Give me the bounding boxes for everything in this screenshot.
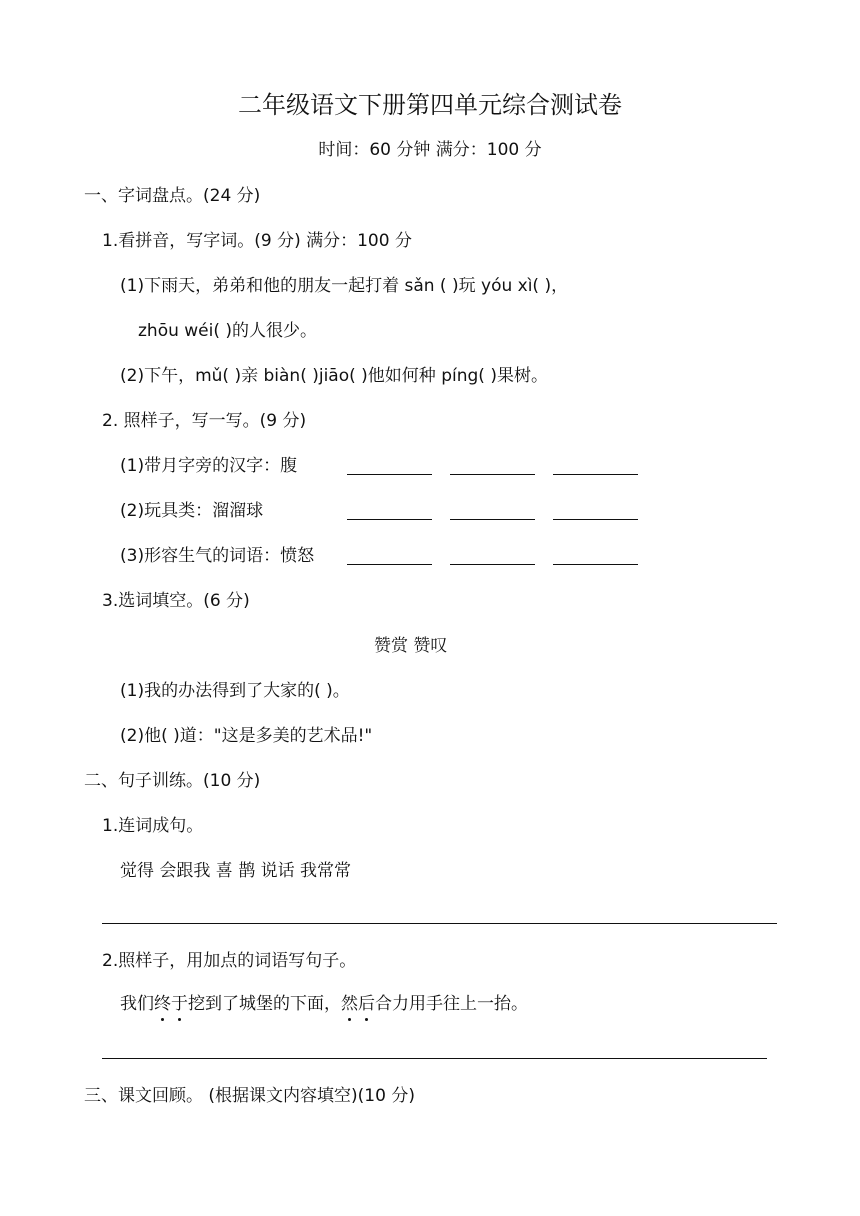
dotted-char: 然: [341, 994, 358, 1014]
example-text: 挖到了城堡的下面，: [188, 994, 341, 1014]
page-title: 二年级语文下册第四单元综合测试卷: [238, 91, 622, 119]
section1-heading: 一、字词盘点。(24 分): [84, 186, 261, 206]
example-text: 合力用手往上一抬。: [375, 994, 528, 1014]
q2-item-1: (1)带月字旁的汉字：腹: [120, 456, 298, 476]
answer-blank[interactable]: [450, 563, 535, 565]
section3-heading: 三、课文回顾。 (根据课文内容填空)(10 分): [84, 1086, 415, 1106]
q2-heading: 2. 照样子，写一写。(9 分): [102, 411, 307, 431]
dotted-char: 后: [358, 994, 375, 1014]
answer-blank[interactable]: [347, 563, 432, 565]
s2-q1-heading: 1.连词成句。: [102, 816, 204, 836]
section2-heading: 二、句子训练。(10 分): [84, 771, 261, 791]
answer-blank[interactable]: [347, 473, 432, 475]
q2-item-3: (3)形容生气的词语：愤怒: [120, 546, 315, 566]
q3-line1: (1)我的办法得到了大家的( )。: [120, 681, 350, 701]
q1-heading: 1.看拼音，写字词。(9 分) 满分：100 分: [102, 231, 412, 251]
dotted-char: 终: [154, 994, 171, 1014]
answer-blank[interactable]: [553, 473, 638, 475]
q1-line2: zhōu wéi( )的人很少。: [138, 321, 318, 341]
answer-line[interactable]: [102, 923, 777, 924]
answer-blank[interactable]: [450, 473, 535, 475]
s2-q2-example: [120, 993, 528, 1015]
q3-line2: (2)他( )道："这是多美的艺术品!": [120, 726, 373, 746]
answer-blank[interactable]: [553, 518, 638, 520]
q3-heading: 3.选词填空。(6 分): [102, 591, 250, 611]
s2-q1-words: 觉得 会跟我 喜 鹊 说话 我常常: [120, 861, 352, 881]
exam-info: 时间：60 分钟 满分：100 分: [318, 140, 542, 160]
answer-blank[interactable]: [347, 518, 432, 520]
q1-line1: (1)下雨天，弟弟和他的朋友一起打着 sǎn ( )玩 yóu xì( )，: [120, 276, 569, 296]
q1-line3: (2)下午，mǔ( )亲 biàn( )jiāo( )他如何种 píng( )果树。: [120, 366, 548, 386]
dotted-char: 于: [171, 994, 188, 1014]
q2-item-2: (2)玩具类：溜溜球: [120, 501, 264, 521]
answer-blank[interactable]: [450, 518, 535, 520]
s2-q2-heading: 2.照样子，用加点的词语写句子。: [102, 951, 357, 971]
answer-blank[interactable]: [553, 563, 638, 565]
q3-word-choices: 赞赏 赞叹: [374, 636, 448, 656]
answer-line[interactable]: [102, 1058, 767, 1059]
example-text: 我们: [120, 994, 154, 1014]
